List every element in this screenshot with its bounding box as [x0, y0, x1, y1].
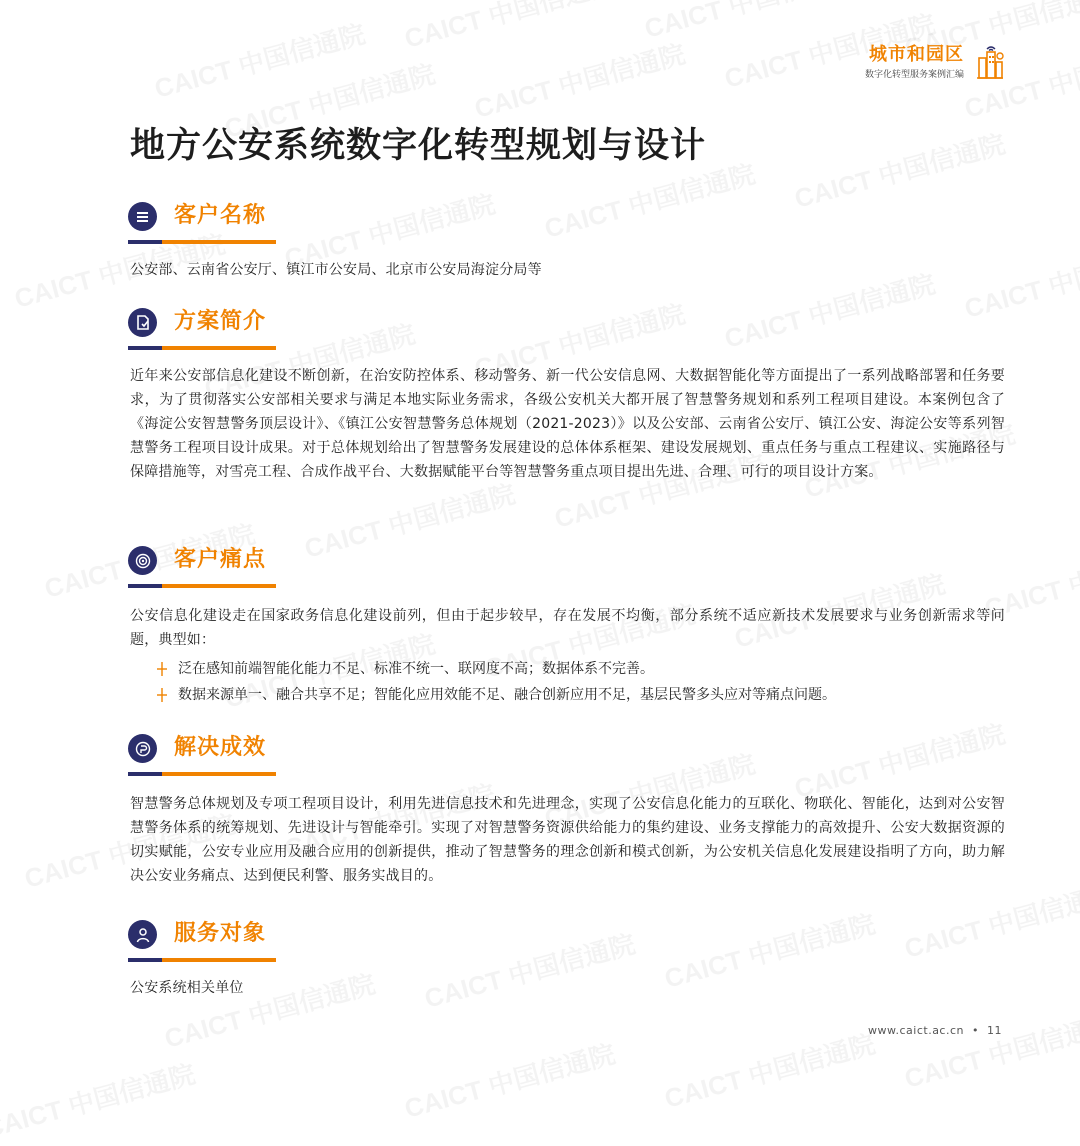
pain-points-list	[156, 656, 996, 708]
brand-title: 城市和园区	[869, 44, 964, 65]
bullet-text: 泛在感知前端智能化能力不足、标准不统一、联网度不高；数据体系不完善。	[178, 661, 654, 677]
city-buildings-icon	[976, 44, 1004, 80]
bullet-icon	[156, 662, 168, 676]
list-item	[156, 682, 996, 708]
footer-separator: •	[972, 1024, 979, 1037]
section-title: 服务对象	[174, 921, 267, 946]
page-footer	[868, 1024, 1002, 1037]
bullet-icon	[156, 688, 168, 702]
page-number: 11	[987, 1024, 1002, 1037]
watermark	[400, 0, 619, 56]
section-title: 客户痛点	[174, 547, 267, 572]
list-item	[156, 656, 996, 682]
section-underline	[128, 346, 276, 350]
section-title: 方案简介	[174, 309, 267, 334]
watermark	[470, 34, 689, 126]
section-underline	[128, 958, 276, 962]
badge-icon	[128, 734, 157, 763]
solution-text: 近年来公安部信息化建设不断创新，在治安防控体系、移动警务、新一代公安信息网、大数据智能化等方面提出了一系列战略部署和任务要求，为了贯彻落实公安部相关要求与满足本地实际业务需求，各级公安机关大都开展了智慧警务规划和系列工程项目建设。本案例包含了《海淀公安智慧警务顶层设计》、《镇江公安智慧警务总体规划（2021-2023）》以及公安部、云南省公安厅、镇江公安、海淀公安等系列智慧警务工程项目设计成果。对于总体规划给出了智慧警务发展建设的总体体系框架、建设发展规划、重点任务与重点工程建议、实施路径与保障措施等，对雪亮工程、合成作战平台、大数据赋能平台等智慧警务重点项目提出先进、合理、可行的项目设计方案。	[130, 368, 1005, 480]
list-icon	[128, 202, 157, 231]
watermark	[790, 124, 1009, 216]
target-icon	[128, 546, 157, 575]
client-text: 公安部、云南省公安厅、镇江市公安局、北京市公安局海淀分局等	[130, 262, 542, 278]
results-text: 智慧警务总体规划及专项工程项目设计，利用先进信息技术和先进理念，实现了公安信息化能力的互联化、物联化、智能化，达到对公安智慧警务体系的统筹规划、先进设计与智能牵引。实现了对智慧警务资源供给能力的集约建设、业务支撑能力的高效提升、公安大数据资源的切实赋能，公安专业应用及融合应用的创新提供，推动了智慧警务的理念创新和模式创新，为公安机关信息化发展建设指明了方向，助力解决公安业务痛点、达到便民利警、服务实战目的。	[130, 796, 1005, 884]
document-icon	[128, 308, 157, 337]
section-title: 客户名称	[174, 203, 267, 228]
pain-points-text: 公安信息化建设走在国家政务信息化建设前列，但由于起步较早，存在发展不均衡，部分系统不适应新技术发展要求与业务创新需求等问题，典型如：	[130, 608, 1005, 648]
watermark	[0, 1054, 199, 1146]
watermark	[640, 0, 859, 46]
service-text: 公安系统相关单位	[130, 980, 244, 996]
watermark	[900, 1004, 1080, 1096]
watermark	[150, 14, 369, 106]
bullet-text: 数据来源单一、融合共享不足；智能化应用效能不足、融合创新应用不足，基层民警多头应对等痛点问题。	[178, 687, 836, 703]
footer-url: www.caict.ac.cn	[868, 1024, 964, 1037]
brand-subtitle: 数字化转型服务案例汇编	[864, 70, 964, 80]
brand-header	[865, 44, 964, 82]
page-title: 地方公安系统数字化转型规划与设计	[130, 126, 707, 166]
section-underline	[128, 240, 276, 244]
person-icon	[128, 920, 157, 949]
section-underline	[128, 584, 276, 588]
section-underline	[128, 772, 276, 776]
section-title: 解决成效	[174, 735, 267, 760]
watermark	[420, 924, 639, 1016]
watermark	[300, 474, 519, 566]
watermark	[660, 1024, 879, 1116]
